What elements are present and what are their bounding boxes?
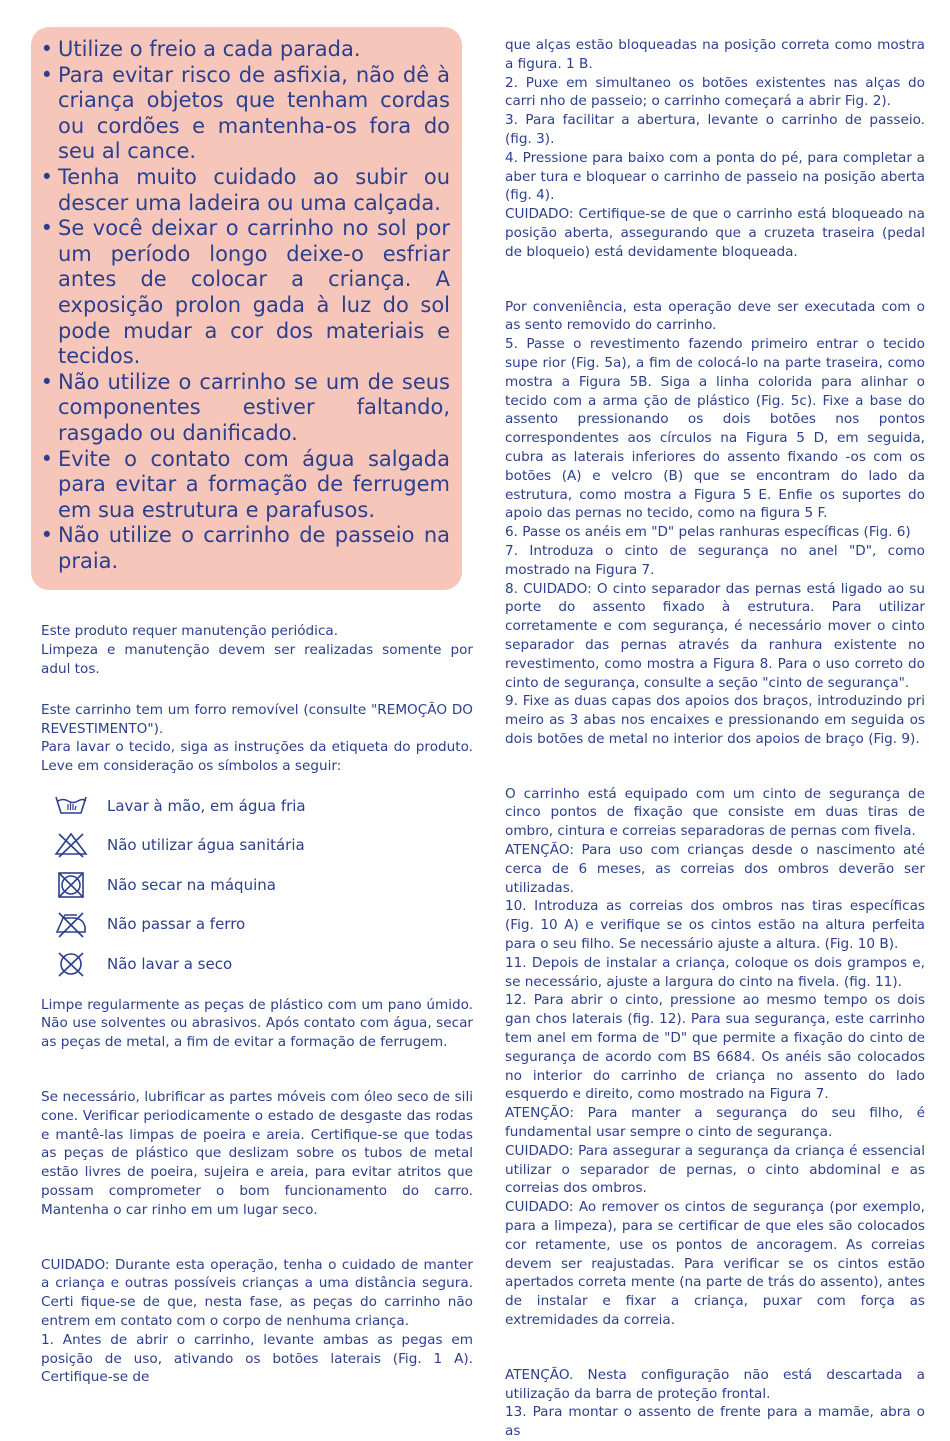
- no-bleach-icon: [51, 830, 91, 860]
- care-symbol-row: [41, 865, 473, 905]
- warning-text: Evite o contato com água salgada para evitar a formação de ferrugem em sua estrutura e parafusos.: [58, 446, 450, 522]
- lining-text: Este carrinho tem um forro removível (consulte "REMOÇÃO DO REVESTIMENTO"). Para lavar o tecido, siga as instruções da etiqueta do produto. Leve em consideração os símbolos a seguir:: [41, 701, 473, 775]
- care-symbols-list: [41, 786, 473, 984]
- warning-text: Se você deixar o carrinho no sol por um período longo deixe-o esfriar antes de colocar a criança. A exposição prolon gada à luz do sol pode mudar a cor dos materiais e tecidos.: [58, 216, 450, 369]
- warning-item: [31, 447, 450, 524]
- warning-text: Utilize o freio a cada parada.: [58, 37, 361, 61]
- left-column: [41, 27, 473, 1387]
- opening-steps-text: que alças estão bloqueadas na posição correta como mostra a figura. 1 B. 2. Puxe em simultaneo os botões existentes nas alças do carri nho de passeio; o carrinho começará a abrir Fig. 2). 3. Para facilitar a abertura, levante o carrinho de passeio. (fig. 3). 4. Pressione para baixo com a ponta do pé, para completar a aber tura e bloquear o carrinho de passeio na posição aberta (fig. 4). CUIDADO: Certifique-se de que o carrinho está bloqueado na posição aberta, assegurando que a cruzeta traseira (pedal de bloqueio) está devidamente bloqueada.: [505, 37, 925, 260]
- warning-item: [31, 523, 450, 574]
- care-symbol-row: [41, 826, 473, 866]
- symbol-label: Não lavar a seco: [107, 954, 233, 973]
- warning-box: [31, 27, 462, 590]
- warning-item: [31, 370, 450, 447]
- bullet-icon: •: [40, 62, 53, 87]
- cover-steps-text: Por conveniência, esta operação deve ser executada com o as sento removido do carrinho. 5. Passe o revestimento fazendo primeiro entrar o tecido supe rior (Fig. 5a), a fim de colocá-lo na parte traseira, como mostra a Figura 5B. Siga a linha colorida para alinhar o tecido com a arma ção de plástico (Fig. 5c). Fixe a base do assento pressionando os dois botões nos pontos correspondentes aos círculos na Figura 5 D, em seguida, cubra as laterais inferiores do assento fixando -os com os botões (A) e velcro (B) que se encontram do lado da estrutura, como mostra a Figura 5 E. Enfie os suportes do apoio das pernas no tecido, como na figura 5 F. 6. Passe os anéis em "D" pelas ranhuras específicas (Fig. 6) 7. Introduza o cinto de segurança no anel "D", como mostrado na Figura 7. 8. CUIDADO: O cinto separador das pernas está ligado ao su porte do assento fixado à estrutura. Para utilizar corretamente e com segurança, é necessário mover o cinto separador das pernas através da ranhura existente no revestimento, como mostra a Figura 8. Para o uso correto do cinto de segurança, consulte a seção "cinto de segurança". 9. Fixe as duas capas dos apoios dos braços, introduzindo pri meiro as 3 abas nos encaixes e pressionando em seguida os dois botões de metal no interior dos apoios de braço (Fig. 9).: [505, 298, 925, 747]
- warning-item: [31, 165, 450, 216]
- warning-text: Não utilize o carrinho de passeio na praia.: [58, 523, 450, 573]
- symbol-label: Não passar a ferro: [107, 915, 246, 934]
- bullet-icon: •: [40, 446, 53, 471]
- hand-wash-icon: [51, 791, 91, 821]
- maintenance-text: Este produto requer manutenção periódica. Limpeza e manutenção devem ser realizadas somente por adul tos.: [41, 623, 473, 678]
- lubrication-text: Se necessário, lubrificar as partes móveis com óleo seco de sili cone. Verificar periodicamente o estado de desgaste das rodas e mantê-las limpas de poeira e areia. Certifique-se que todas as peças de plástico que deslizam sobre os tubos de metal estão livres de poeira, sujeira e areia, para evitar atritos que possam comprometer o bom funcionamento do carro. Mantenha o car rinho em um lugar seco.: [41, 1088, 473, 1218]
- bullet-icon: •: [40, 37, 53, 61]
- right-column: [505, 36, 925, 1441]
- warning-text: Tenha muito cuidado ao subir ou descer uma ladeira ou uma calçada.: [58, 164, 450, 215]
- care-symbol-row: [41, 905, 473, 945]
- final-attention-text: ATENÇÃO. Nesta configuração não está descartada a utilização da barra de proteção frontal. 13. Para montar o assento de frente para a mamãe, abra o as: [505, 1366, 925, 1440]
- symbol-label: Não utilizar água sanitária: [107, 836, 305, 855]
- warning-text: Para evitar risco de asfixia, não dê à criança objetos que tenham cordas ou cordões e mantenha-os fora do seu al cance.: [58, 62, 450, 164]
- bullet-icon: •: [40, 164, 53, 189]
- warning-item: [31, 216, 450, 370]
- care-symbol-row: [41, 786, 473, 826]
- care-symbol-row: [41, 944, 473, 984]
- no-dry-clean-icon: [51, 949, 91, 979]
- warning-item: [31, 63, 450, 165]
- bullet-icon: •: [40, 216, 53, 241]
- warning-item: [31, 37, 450, 63]
- no-tumble-dry-icon: [51, 870, 91, 900]
- opening-caution-text: CUIDADO: Durante esta operação, tenha o cuidado de manter a criança e outras possíveis crianças a uma distância segura. Certi fique-se de que, nesta fase, as peças do carrinho não entrem em contato com o corpo de nenhuma criança. 1. Antes de abrir o carrinho, levante ambas as pegas em posição de uso, ativando os botões laterais (Fig. 1 A). Certifique-se de: [41, 1256, 473, 1386]
- bullet-icon: •: [40, 369, 53, 394]
- bullet-icon: •: [40, 523, 53, 548]
- no-iron-icon: [51, 909, 91, 939]
- harness-text: O carrinho está equipado com um cinto de segurança de cinco pontos de fixação que consiste em duas tiras de ombro, cintura e correias separadoras de pernas com fivela. ATENÇÃO: Para uso com crianças desde o nascimento até cerca de 6 meses, as correias dos ombros deverão ser utilizadas. 10. Introduza as correias dos ombros nas tiras específicas (Fig. 10 A) e verifique se os cintos estão na altura perfeita para o seu filho. Se necessário ajuste a altura. (Fig. 10 B). 11. Depois de instalar a criança, coloque os dois grampos e, se necessário, ajuste a largura do cinto na fivela. (fig. 11). 12. Para abrir o cinto, pressione ao mesmo tempo os dois gan chos laterais (fig. 12). Para sua segurança, este carrinho tem anel em forma de "D" que permite a fixação do cinto de segurança de acordo com BS 6684. Os anéis são colocados no interior do carrinho de criança no assento do lado esquerdo e direito, como mostrado na Figura 7. ATENÇÃO: Para manter a segurança do seu filho, é fundamental usar sempre o cinto de segurança. CUIDADO: Para assegurar a segurança da criança é essencial utilizar o separador de pernas, o cinto abdominal e as correias dos ombros. CUIDADO: Ao remover os cintos de segurança (por exemplo, para a limpeza), para se certificar de que eles são colocados cor retamente, use os pontos de ancoragem. As correias devem ser reajustadas. Para verificar se os cintos estão apertados correta mente (na parte de trás do assento), antes de instalar e fixar a criança, puxar com força as extremidades da correia.: [505, 785, 925, 1328]
- plastic-care-text: Limpe regularmente as peças de plástico com um pano úmido. Não use solventes ou abrasivos. Após contato com água, secar as peças de metal, a fim de evitar a formação de ferrugem.: [41, 996, 473, 1051]
- symbol-label: Não secar na máquina: [107, 875, 276, 894]
- warning-text: Não utilize o carrinho se um de seus componentes estiver faltando, rasgado ou danificado.: [58, 369, 450, 445]
- symbol-label: Lavar à mão, em água fria: [107, 796, 306, 815]
